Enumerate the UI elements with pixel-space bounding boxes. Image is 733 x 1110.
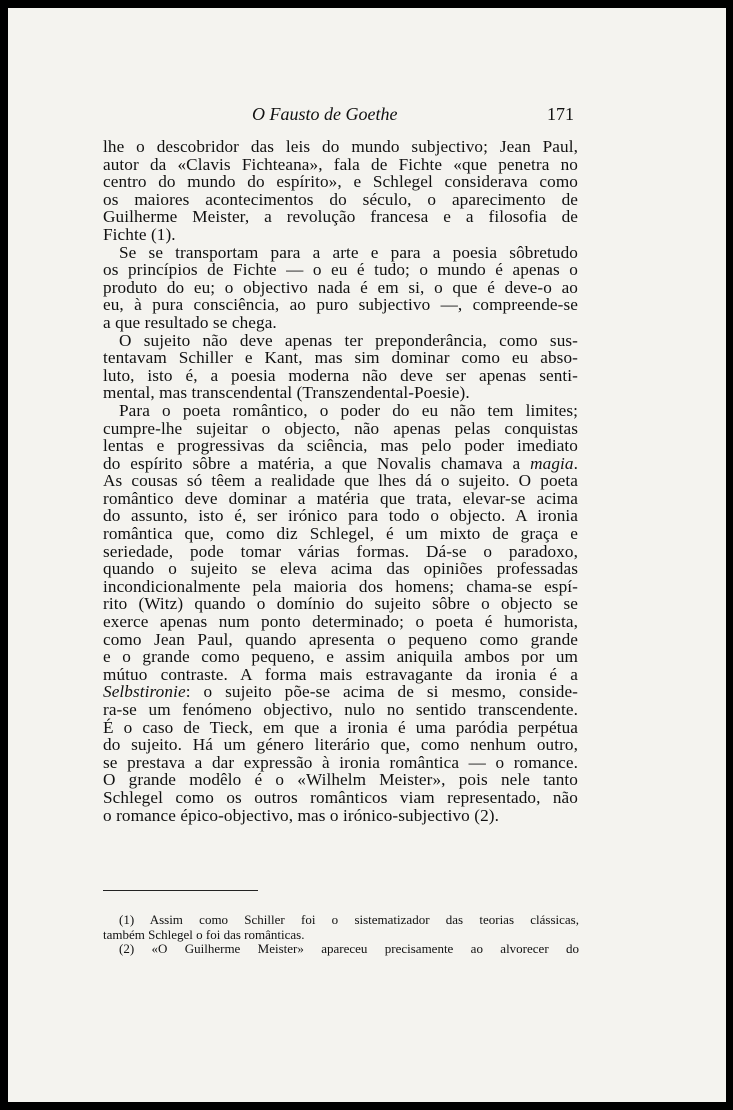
text-line: se prestava a dar expressão à ironia romântica — o romance. <box>103 752 578 772</box>
text-line: Selbstironie: o sujeito põe-se acima de si mesmo, conside- <box>103 682 578 702</box>
text-line: rito (Witz) quando o domínio do sujeito sôbre o objecto se <box>103 594 578 614</box>
text-line: ra-se um fenómeno objectivo, nulo no sentido transcendente. <box>103 700 578 719</box>
text-line: lentas e progressivas da sciência, mas pelo poder imediato <box>103 436 578 456</box>
text-line: e o grande como pequeno, e assim aniquila ambos por um <box>103 647 578 667</box>
text-line: lhe o descobridor das leis do mundo subjectivo; Jean Paul, <box>103 137 578 156</box>
text-line: mental, mas transcendental (Transzendental-Poesie). <box>103 383 470 403</box>
footnote-1-continued: também Schlegel o foi das românticas. <box>103 926 305 942</box>
text-line: do sujeito. Há um género literário que, como nenhum outro, <box>103 735 578 755</box>
text-line: como Jean Paul, quando apresenta o pequeno como grande <box>103 629 578 649</box>
text-line: romântica que, como diz Schlegel, é um mixto de graça e <box>103 524 578 544</box>
text-line: O grande modêlo é o «Wilhelm Meister», pois nele tanto <box>103 770 578 790</box>
text-line: os maiores acontecimentos do século, o aparecimento de <box>103 189 578 209</box>
text-line: cumpre-lhe sujeitar o objecto, não apenas pelas conquistas <box>103 418 578 438</box>
text-line: tentavam Schiller e Kant, mas sim dominar como eu abso- <box>103 348 578 368</box>
text-line: autor da «Clavis Fichteana», fala de Fichte «que penetra no <box>103 154 578 174</box>
paragraph-start: O sujeito não deve apenas ter preponderância, como sus- <box>119 330 578 350</box>
text-line: incondicionalmente pela maioria dos homens; chama-se espí- <box>103 576 578 596</box>
emphasis: magia <box>530 453 574 473</box>
page-header <box>8 104 726 128</box>
footnotes <box>103 913 579 957</box>
footnote-2: (2) «O Guilherme Meister» apareceu precisamente ao alvorecer do <box>119 941 579 956</box>
footnote-divider <box>103 890 258 891</box>
text-line: luto, isto é, a poesia moderna não deve ser apenas senti- <box>103 365 578 385</box>
text-line: Fichte (1). <box>103 224 176 244</box>
text-line: do assunto, isto é, ser irónico para todo o objecto. A ironia <box>103 506 578 526</box>
text-line: romântico deve dominar a matéria que trata, elevar-se acima <box>103 488 578 508</box>
text-line: Schlegel como os outros românticos viam representado, não <box>103 787 578 807</box>
paragraph-start: Se se transportam para a arte e para a poesia sôbretudo <box>119 242 578 262</box>
text-line: seriedade, pode tomar várias formas. Dá-se o paradoxo, <box>103 541 578 561</box>
book-page <box>8 8 726 1102</box>
page-number: 171 <box>547 104 574 124</box>
text-line: quando o sujeito se eleva acima das opiniões professadas <box>103 559 578 579</box>
paragraph-start: Para o poeta romântico, o poder do eu não tem limites; <box>119 400 578 420</box>
footnote-1: (1) Assim como Schiller foi o sistematizador das teorias clássicas, <box>119 912 579 927</box>
emphasis: Selbstironie <box>103 682 186 702</box>
text-line: As cousas só têem a realidade que lhes dá o sujeito. O poeta <box>103 471 578 491</box>
text-line: produto do eu; o objectivo nada é em si, o que é deve-o ao <box>103 277 578 297</box>
text-line: centro do mundo do espírito», e Schlegel considerava como <box>103 172 578 192</box>
text-line: do espírito sôbre a matéria, a que Novalis chamava a magia. <box>103 453 578 473</box>
running-title: O Fausto de Goethe <box>252 104 398 124</box>
text-line: eu, à pura consciência, ao puro subjectivo —, compreende-se <box>103 295 578 315</box>
text-line: Guilherme Meister, a revolução francesa e a filosofia de <box>103 207 578 227</box>
text-line: exerce apenas num ponto determinado; o poeta é humorista, <box>103 612 578 632</box>
text-line: os princípios de Fichte — o eu é tudo; o mundo é apenas o <box>103 260 578 280</box>
text-line: mútuo contraste. A forma mais estravagante da ironia é a <box>103 664 578 684</box>
text-line: É o caso de Tieck, em que a ironia é uma paródia perpétua <box>103 717 578 737</box>
text-line: o romance épico-objectivo, mas o irónico-subjectivo (2). <box>103 805 500 825</box>
text-line: a que resultado se chega. <box>103 312 277 332</box>
body-text <box>103 138 578 824</box>
